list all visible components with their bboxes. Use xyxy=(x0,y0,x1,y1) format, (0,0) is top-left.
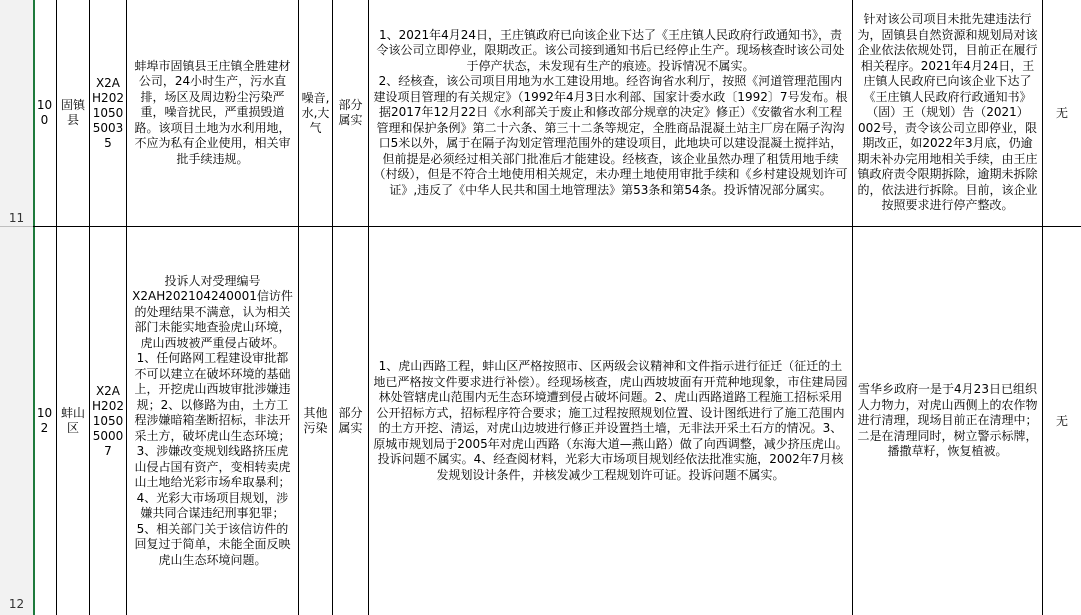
row-header-divider xyxy=(0,226,33,227)
row-header-column xyxy=(0,0,34,615)
remark-text: 无 xyxy=(1055,413,1068,428)
remark-cell[interactable] xyxy=(1043,227,1081,615)
remark-cell[interactable] xyxy=(1043,0,1081,226)
pollution-cell[interactable] xyxy=(299,0,333,226)
status-cell[interactable] xyxy=(333,0,369,226)
code-cell[interactable] xyxy=(90,0,127,226)
seq-text: 10 0 xyxy=(36,98,53,127)
table-row[interactable] xyxy=(33,227,1081,615)
county-cell[interactable] xyxy=(57,0,90,226)
investigation-text: 1、2021年4月24日，王庄镇政府已向该企业下达了《王庄镇人民政府行政通知书》，责令该公司立即停业，限期改正。该公司接到通知书后已经停止生产。现场核查时该公司处于停产状态，未发现有生产的痕迹。投诉情况不属实。 2、经核查，该公司项目用地为水工建设用地。经咨询省水利厅，按照《河道管理范围内建设项目管理的有关规定》（1992年4月3日水利部、国家计委水政〔1992〕7号发布。根据2017年12月22日《水利部关于废止和修改部分规章的决定》修正）《安徽省水利工程管理和保护条例》第二十六条、第三十二条等规定，全胜商品混凝土站主厂房在隔子沟沟口5米以外，属于在隔子沟划定管理范围外的建设项目，此地块可以建设混凝土搅拌站，但前提是必须经过相关部门批准后才能建设。经核查，该企业虽然办理了租赁用地手续（村级），但是不符合土地使用相关规定，未办理土地使用审批手续和《乡村建设规划许可证》,违反了《中华人民共和国土地管理法》第53条和第54条。投诉情况部分属实。 xyxy=(373,27,848,197)
code-text: X2A H202 1050 5003 5 xyxy=(92,75,124,150)
county-cell[interactable] xyxy=(57,227,90,615)
pollution-text: 噪音, 水,大 气 xyxy=(301,90,330,135)
code-text: X2A H202 1050 5000 7 xyxy=(92,383,124,458)
handling-cell[interactable] xyxy=(853,0,1043,226)
status-text: 部分 属实 xyxy=(338,98,363,127)
investigation-text: 1、虎山西路工程，蚌山区严格按照市、区两级会议精神和文件指示进行征迁（征迁的土地已严格按文件要求进行补偿）。经现场核查，虎山西坡坡面有开荒种地现象，市住建局园林处管辖虎山范围内无生态环境遭到侵占破坏问题。2、虎山西路道路工程施工招标采用公开招标方式，招标程序符合要求；施工过程按照规划位置、设计图纸进行了施工范围内的土方开挖、清运，对虎山边坡进行修正并设置挡土墙，无非法开采土石方的情况。3、原城市规划局于2005年对虎山西路（东海大道—燕山路）做了向西调整，减少挤压虎山。投诉问题不属实。4、经查阅材料，光彩大市场项目规划经依法批准实施，2002年7月核发规划设计条件，并核发减少工程规划许可证。投诉问题不属实。 xyxy=(373,359,848,482)
county-text: 蚌山 区 xyxy=(60,406,85,435)
handling-cell[interactable] xyxy=(853,227,1043,615)
handling-text: 针对该公司项目未批先建违法行为，固镇县自然资源和规划局对该企业依法依规处罚，目前正在履行相关程序。2021年4月24日，王庄镇人民政府已向该企业下达了《王庄镇人民政府行政通知书》（固）王（规划）告（2021）002号，责令该公司立即停业，限期改正，如2022年3月底，仍逾期未补办完用地相关手续，由王庄镇政府责令限期拆除，逾期未拆除的，依法进行拆除。目前，该企业按照要求进行停产整改。 xyxy=(857,12,1038,213)
row-number[interactable]: 11 xyxy=(8,211,25,225)
row-number[interactable]: 12 xyxy=(8,597,25,611)
complaint-text: 蚌埠市固镇县王庄镇全胜建材公司，24小时生产，污水直排，场区及周边粉尘污染严重，噪音扰民，严重损毁道路。该项目土地为水利用地，不应为私有企业使用，相关审批手续违规。 xyxy=(134,58,291,166)
remark-text: 无 xyxy=(1055,105,1068,120)
pollution-cell[interactable] xyxy=(299,227,333,615)
table-row[interactable] xyxy=(33,0,1081,226)
code-cell[interactable] xyxy=(90,227,127,615)
investigation-cell[interactable] xyxy=(369,227,853,615)
status-cell[interactable] xyxy=(333,227,369,615)
investigation-cell[interactable] xyxy=(369,0,853,226)
complaint-text: 投诉人对受理编号X2AH202104240001信访件的处理结果不满意，认为相关部门未能实地查验虎山环境，虎山西坡被严重侵占破坏。1、任何路网工程建设审批都不可以建立在破坏环境的基础上，开挖虎山西坡审批涉嫌违规；2、以修路为由，土方工程涉嫌暗箱垄断招标，非法开采土方，破坏虎山生态环境；3、涉嫌改变规划线路挤压虎山侵占国有资产，变相转卖虎山土地给光彩市场牟取暴利；4、光彩大市场项目规划，涉嫌共同合谋违纪刑事犯罪；5、相关部门关于该信访件的回复过于简单，未能全面反映虎山生态环境问题。 xyxy=(132,273,293,567)
seq-text: 10 2 xyxy=(36,406,53,435)
status-text: 部分 属实 xyxy=(338,406,363,435)
complaint-cell[interactable] xyxy=(127,227,299,615)
complaint-cell[interactable] xyxy=(127,0,299,226)
county-text: 固镇 县 xyxy=(60,98,85,127)
pollution-text: 其他 污染 xyxy=(303,406,328,435)
seq-cell[interactable] xyxy=(33,227,57,615)
handling-text: 雪华乡政府一是于4月23日已组织人力物力，对虎山西侧上的农作物进行清理，现场目前正在清理中；二是在清理同时，树立警示标牌，播撒草籽，恢复植被。 xyxy=(857,382,1038,459)
seq-cell[interactable] xyxy=(33,0,57,226)
